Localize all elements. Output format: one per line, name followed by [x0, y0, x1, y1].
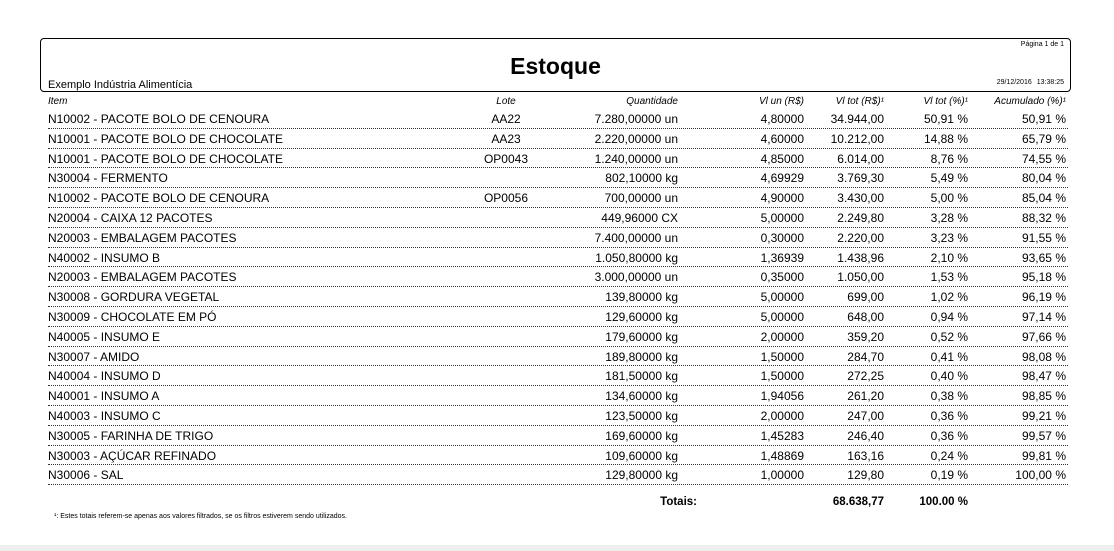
cell-vl-un: 1,45283 — [760, 428, 804, 443]
totals-pct: 100.00 % — [919, 496, 968, 508]
cell-vl-tot: 2.220,00 — [837, 230, 884, 245]
cell-vl-un: 2,00000 — [760, 329, 804, 344]
cell-vl-tot-pct: 0,40 % — [930, 369, 968, 384]
cell-vl-un: 1,94056 — [760, 389, 804, 404]
page-number: Página 1 de 1 — [1020, 41, 1064, 48]
cell-item: N20003 - EMBALAGEM PACOTES — [48, 230, 237, 245]
table-row — [0, 427, 1114, 447]
cell-vl-tot: 272,25 — [847, 369, 884, 384]
cell-vl-tot: 6.014,00 — [837, 151, 884, 166]
column-header-item: Item — [48, 96, 68, 107]
cell-lote: OP0056 — [483, 191, 529, 206]
cell-item: N30005 - FARINHA DE TRIGO — [48, 428, 214, 443]
cell-quantidade: 802,10000 kg — [605, 171, 678, 186]
cell-vl-un: 5,00000 — [760, 290, 804, 305]
cell-vl-tot-pct: 14,88 % — [923, 131, 968, 146]
report-date: 29/12/2016 — [996, 79, 1032, 86]
cell-quantidade: 129,80000 kg — [605, 468, 678, 483]
table-row — [0, 249, 1114, 269]
cell-item: N30009 - CHOCOLATE EM PÓ — [48, 309, 217, 324]
report-title: Estoque — [510, 53, 601, 79]
table-row — [0, 447, 1114, 467]
cell-acumulado: 98,85 % — [1021, 389, 1066, 404]
table-row — [0, 130, 1114, 150]
cell-item: N40003 - INSUMO C — [48, 408, 161, 423]
table-row — [0, 189, 1114, 209]
cell-vl-tot-pct: 0,24 % — [930, 448, 968, 463]
cell-acumulado: 100,00 % — [1015, 468, 1066, 483]
column-header-vl-tot-pct: Vl tot (%)¹ — [923, 96, 968, 107]
cell-vl-tot-pct: 0,94 % — [930, 309, 968, 324]
cell-vl-tot-pct: 8,76 % — [930, 151, 968, 166]
cell-vl-tot: 163,16 — [847, 448, 884, 463]
cell-vl-tot-pct: 3,23 % — [930, 230, 968, 245]
cell-vl-tot-pct: 3,28 % — [930, 210, 968, 225]
cell-quantidade: 139,80000 kg — [605, 290, 678, 305]
cell-quantidade: 1.050,80000 kg — [595, 250, 678, 265]
table-row — [0, 328, 1114, 348]
footnote: ¹: Estes totais referem-se apenas aos valores filtrados, se os filtros estiverem sendo utilizados. — [54, 513, 347, 520]
table-row — [0, 387, 1114, 407]
cell-vl-un: 4,85000 — [760, 151, 804, 166]
cell-vl-tot-pct: 0,36 % — [930, 408, 968, 423]
column-header-quantidade: Quantidade — [626, 96, 678, 107]
cell-vl-tot: 261,20 — [847, 389, 884, 404]
cell-vl-tot-pct: 2,10 % — [930, 250, 968, 265]
report-header — [40, 38, 1071, 92]
cell-vl-un: 5,00000 — [760, 210, 804, 225]
cell-vl-tot: 2.249,80 — [837, 210, 884, 225]
table-row — [0, 169, 1114, 189]
cell-acumulado: 80,04 % — [1021, 171, 1066, 186]
cell-vl-tot-pct: 5,49 % — [930, 171, 968, 186]
stock-table-body — [0, 110, 1114, 486]
cell-vl-tot: 1.438,96 — [837, 250, 884, 265]
cell-vl-un: 2,00000 — [760, 408, 804, 423]
cell-item: N40002 - INSUMO B — [48, 250, 161, 265]
cell-vl-un: 0,30000 — [760, 230, 804, 245]
cell-acumulado: 95,18 % — [1021, 270, 1066, 285]
cell-vl-tot-pct: 1,02 % — [930, 290, 968, 305]
table-row — [0, 308, 1114, 328]
cell-vl-tot-pct: 1,53 % — [930, 270, 968, 285]
cell-vl-un: 4,69929 — [760, 171, 804, 186]
cell-lote: AA23 — [491, 131, 521, 146]
report-time: 13:38:25 — [1036, 79, 1064, 86]
table-row — [0, 288, 1114, 308]
cell-acumulado: 98,08 % — [1021, 349, 1066, 364]
cell-item: N30007 - AMIDO — [48, 349, 140, 364]
cell-vl-un: 4,80000 — [760, 112, 804, 126]
cell-item: N20004 - CAIXA 12 PACOTES — [48, 210, 213, 225]
cell-vl-tot: 34.944,00 — [830, 112, 884, 126]
cell-vl-tot-pct: 0,52 % — [930, 329, 968, 344]
cell-vl-tot: 648,00 — [847, 309, 884, 324]
cell-acumulado: 88,32 % — [1021, 210, 1066, 225]
cell-item: N30008 - GORDURA VEGETAL — [48, 290, 220, 305]
cell-item: N10001 - PACOTE BOLO DE CHOCOLATE — [48, 151, 283, 166]
column-header-acumulado: Acumulado (%)¹ — [994, 96, 1066, 107]
cell-item: N30003 - AÇÚCAR REFINADO — [48, 448, 217, 463]
cell-item: N10001 - PACOTE BOLO DE CHOCOLATE — [48, 131, 283, 146]
cell-quantidade: 1.240,00000 un — [594, 151, 678, 166]
page-bottom-edge — [0, 545, 1114, 551]
cell-vl-un: 1,50000 — [760, 369, 804, 384]
cell-acumulado: 99,21 % — [1021, 408, 1066, 423]
cell-acumulado: 74,55 % — [1021, 151, 1066, 166]
table-row — [0, 466, 1114, 486]
cell-acumulado: 93,65 % — [1021, 250, 1066, 265]
cell-vl-tot: 284,70 — [847, 349, 884, 364]
cell-vl-un: 4,90000 — [760, 191, 804, 206]
cell-quantidade: 169,60000 kg — [605, 428, 678, 443]
cell-vl-tot: 247,00 — [847, 408, 884, 423]
cell-acumulado: 50,91 % — [1021, 112, 1066, 126]
cell-vl-tot-pct: 0,19 % — [930, 468, 968, 483]
cell-acumulado: 99,81 % — [1021, 448, 1066, 463]
cell-quantidade: 3.000,00000 un — [594, 270, 678, 285]
cell-vl-tot: 10.212,00 — [830, 131, 884, 146]
column-header-lote: Lote — [496, 96, 516, 107]
cell-quantidade: 7.280,00000 un — [594, 112, 678, 126]
report-datetime — [997, 79, 1064, 86]
cell-acumulado: 96,19 % — [1021, 290, 1066, 305]
cell-vl-un: 5,00000 — [760, 309, 804, 324]
cell-item: N10002 - PACOTE BOLO DE CENOURA — [48, 112, 270, 126]
totals-row — [0, 496, 1114, 512]
cell-quantidade: 2.220,00000 un — [594, 131, 678, 146]
cell-vl-tot-pct: 5,00 % — [930, 191, 968, 206]
totals-label: Totais: — [660, 496, 697, 508]
cell-vl-tot-pct: 0,36 % — [930, 428, 968, 443]
table-row — [0, 110, 1114, 130]
cell-vl-tot: 359,20 — [847, 329, 884, 344]
company-name: Exemplo Indústria Alimentícia — [48, 79, 193, 91]
cell-lote: OP0043 — [483, 151, 529, 166]
cell-vl-un: 4,60000 — [760, 131, 804, 146]
cell-vl-tot: 1.050,00 — [837, 270, 884, 285]
cell-item: N30006 - SAL — [48, 468, 124, 483]
cell-acumulado: 85,04 % — [1021, 191, 1066, 206]
cell-vl-un: 1,50000 — [760, 349, 804, 364]
table-row — [0, 367, 1114, 387]
cell-quantidade: 181,50000 kg — [605, 369, 678, 384]
cell-acumulado: 97,14 % — [1021, 309, 1066, 324]
cell-vl-tot-pct: 50,91 % — [923, 112, 968, 126]
cell-item: N40004 - INSUMO D — [48, 369, 161, 384]
cell-vl-tot: 3.769,30 — [837, 171, 884, 186]
cell-vl-tot: 3.430,00 — [837, 191, 884, 206]
cell-acumulado: 65,79 % — [1021, 131, 1066, 146]
cell-quantidade: 123,50000 kg — [605, 408, 678, 423]
cell-quantidade: 109,60000 kg — [605, 448, 678, 463]
cell-item: N40005 - INSUMO E — [48, 329, 161, 344]
cell-vl-un: 0,35000 — [760, 270, 804, 285]
cell-vl-tot: 699,00 — [847, 290, 884, 305]
cell-quantidade: 7.400,00000 un — [594, 230, 678, 245]
cell-vl-tot-pct: 0,38 % — [930, 389, 968, 404]
cell-item: N30004 - FERMENTO — [48, 171, 168, 186]
table-row — [0, 209, 1114, 229]
cell-quantidade: 129,60000 kg — [605, 309, 678, 324]
cell-vl-un: 1,48869 — [760, 448, 804, 463]
totals-vl-tot: 68.638,77 — [832, 496, 884, 508]
cell-quantidade: 700,00000 un — [604, 191, 678, 206]
table-row — [0, 150, 1114, 170]
cell-vl-tot: 246,40 — [847, 428, 884, 443]
cell-quantidade: 189,80000 kg — [605, 349, 678, 364]
cell-item: N20003 - EMBALAGEM PACOTES — [48, 270, 237, 285]
table-row — [0, 407, 1114, 427]
table-row — [0, 348, 1114, 368]
cell-vl-un: 1,00000 — [760, 468, 804, 483]
cell-item: N40001 - INSUMO A — [48, 389, 160, 404]
cell-acumulado: 99,57 % — [1021, 428, 1066, 443]
cell-vl-tot: 129,80 — [847, 468, 884, 483]
cell-acumulado: 97,66 % — [1021, 329, 1066, 344]
column-header-vl-un: Vl un (R$) — [758, 96, 804, 107]
cell-item: N10002 - PACOTE BOLO DE CENOURA — [48, 191, 270, 206]
cell-acumulado: 91,55 % — [1021, 230, 1066, 245]
table-row — [0, 229, 1114, 249]
cell-quantidade: 134,60000 kg — [605, 389, 678, 404]
cell-quantidade: 449,96000 CX — [601, 210, 678, 225]
column-header-vl-tot: Vl tot (R$)¹ — [835, 96, 884, 107]
cell-vl-tot-pct: 0,41 % — [930, 349, 968, 364]
cell-lote: AA22 — [491, 112, 521, 126]
cell-quantidade: 179,60000 kg — [605, 329, 678, 344]
cell-vl-un: 1,36939 — [760, 250, 804, 265]
cell-acumulado: 98,47 % — [1021, 369, 1066, 384]
column-headers — [0, 96, 1114, 109]
table-row — [0, 268, 1114, 288]
